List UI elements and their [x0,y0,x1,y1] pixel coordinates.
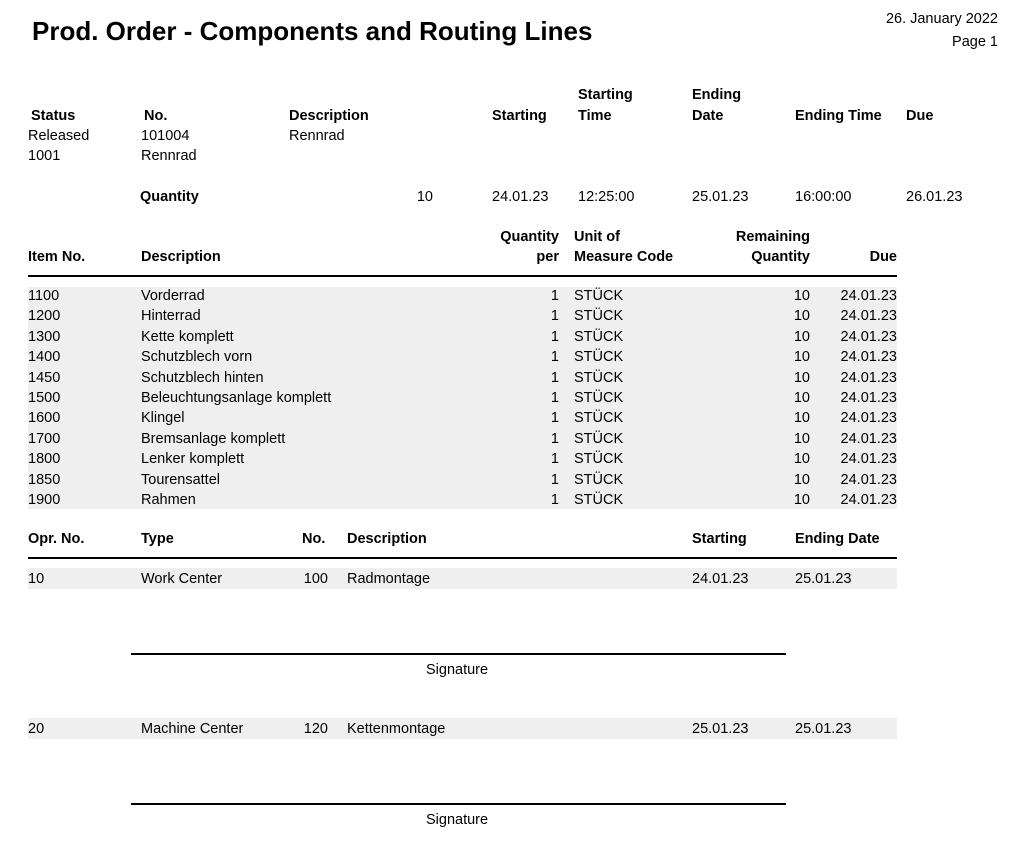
component-remaining: 10 [793,308,810,325]
component-remaining: 10 [793,492,810,508]
page-number: Page 1 [952,34,998,50]
component-item-no: 1400 [28,349,61,366]
component-qty-per: 1 [550,471,559,488]
order-quantity: 10 [416,189,433,205]
component-remaining: 10 [793,369,810,386]
col-no: No. [302,531,326,547]
components-header-rule [28,275,897,277]
component-item-no: 1600 [28,410,61,427]
component-remaining: 10 [793,390,810,406]
component-item-no: 1800 [28,451,61,468]
table-row [0,492,1025,512]
component-uom: STÜCK [574,328,624,345]
table-row [0,472,1025,492]
order-sub-code: 1001 [28,148,61,164]
routing-type: Machine Center [141,721,244,737]
report-date: 26. January 2022 [885,11,998,27]
routing-opr-no: 10 [28,571,45,587]
routing-type: Work Center [141,571,223,587]
table-row [0,390,1025,410]
component-description: Rahmen [141,492,196,508]
routing-ending: 25.01.23 [795,721,852,737]
routing-no: 100 [303,571,328,587]
component-item-no: 1850 [28,471,61,488]
table-row [0,431,1025,451]
component-due: 24.01.23 [840,430,897,447]
component-uom: STÜCK [574,288,624,304]
col-uom-2: Measure Code [574,249,674,265]
component-due: 24.01.23 [840,328,897,345]
signature-line [131,803,786,805]
component-remaining: 10 [793,410,810,427]
component-qty-per: 1 [550,328,559,345]
quantity-label: Quantity [140,189,199,205]
starting-time-label-1: Starting [578,87,633,103]
description-label: Description [289,108,369,124]
component-due: 24.01.23 [840,451,897,468]
table-row [0,451,1025,471]
component-qty-per: 1 [550,308,559,325]
report-title: Prod. Order - Components and Routing Lines [32,16,593,46]
col-opr-no: Opr. No. [28,531,85,547]
component-uom: STÜCK [574,471,624,488]
component-description: Tourensattel [141,471,220,488]
no-label: No. [144,108,168,124]
routing-description: Radmontage [347,571,431,587]
order-ending-date: 25.01.23 [692,189,749,205]
component-due: 24.01.23 [840,471,897,488]
col-due: Due [869,249,897,265]
component-qty-per: 1 [550,369,559,386]
col-remaining-2: Quantity [751,249,810,265]
component-uom: STÜCK [574,308,624,325]
table-row [0,308,1025,328]
component-uom: STÜCK [574,430,624,447]
component-qty-per: 1 [550,390,559,406]
component-remaining: 10 [793,430,810,447]
status-label: Status [31,108,76,124]
table-row [0,329,1025,349]
component-qty-per: 1 [550,288,559,304]
component-description: Hinterrad [141,308,201,325]
order-no: 101004 [141,128,190,144]
order-starting-time: 12:25:00 [578,189,635,205]
component-qty-per: 1 [550,410,559,427]
signature-label: Signature [426,812,489,828]
component-description: Vorderrad [141,288,205,304]
component-remaining: 10 [793,288,810,304]
ending-time-label: Ending Time [795,108,882,124]
component-item-no: 1200 [28,308,61,325]
component-uom: STÜCK [574,410,624,427]
table-row [0,410,1025,430]
component-qty-per: 1 [550,430,559,447]
component-qty-per: 1 [550,492,559,508]
order-ending-time: 16:00:00 [795,189,852,205]
routing-ending: 25.01.23 [795,571,852,587]
component-qty-per: 1 [550,451,559,468]
component-remaining: 10 [793,328,810,345]
component-uom: STÜCK [574,349,624,366]
col-remaining-1: Remaining [735,229,810,245]
routing-starting: 25.01.23 [692,721,749,737]
routing-description: Kettenmontage [347,721,446,737]
starting-label: Starting [492,108,547,124]
ending-date-label-1: Ending [692,87,742,103]
col-quantity-per-1: Quantity [500,229,559,245]
component-description: Schutzblech hinten [141,369,264,386]
routing-opr-no: 20 [28,721,45,737]
component-due: 24.01.23 [840,308,897,325]
component-item-no: 1450 [28,369,61,386]
component-item-no: 1900 [28,492,61,508]
col-type: Type [141,531,174,547]
table-row [0,370,1025,390]
col-description: Description [141,249,221,265]
component-due: 24.01.23 [840,410,897,427]
table-row [0,288,1025,308]
component-uom: STÜCK [574,369,624,386]
component-due: 24.01.23 [840,349,897,366]
component-due: 24.01.23 [840,288,897,304]
routing-no: 120 [303,721,328,737]
component-due: 24.01.23 [840,369,897,386]
order-description: Rennrad [289,128,345,144]
col-item-no: Item No. [28,249,86,265]
routing-starting: 24.01.23 [692,571,749,587]
component-remaining: 10 [793,471,810,488]
component-item-no: 1300 [28,328,61,345]
order-status: Released [28,128,90,144]
component-remaining: 10 [793,451,810,468]
col-uom-1: Unit of [574,229,620,245]
signature-label: Signature [426,662,489,678]
component-item-no: 1500 [28,390,61,406]
component-description: Kette komplett [141,328,234,345]
component-description: Lenker komplett [141,451,245,468]
table-row [0,349,1025,369]
due-label: Due [906,108,934,124]
component-description: Beleuchtungsanlage komplett [141,390,332,406]
order-starting-date: 24.01.23 [492,189,549,205]
ending-date-label-2: Date [692,108,724,124]
component-item-no: 1700 [28,430,61,447]
col-routing-description: Description [347,531,427,547]
component-description: Klingel [141,410,185,427]
order-sub-description: Rennrad [141,148,197,164]
order-due-date: 26.01.23 [906,189,963,205]
component-description: Schutzblech vorn [141,349,253,366]
col-starting: Starting [692,531,747,547]
component-item-no: 1100 [28,288,60,304]
component-remaining: 10 [793,349,810,366]
col-ending-date: Ending Date [795,531,880,547]
signature-line [131,653,786,655]
component-uom: STÜCK [574,390,624,406]
component-due: 24.01.23 [840,390,897,406]
col-quantity-per-2: per [536,249,559,265]
starting-time-label-2: Time [578,108,612,124]
component-due: 24.01.23 [840,492,897,508]
component-qty-per: 1 [550,349,559,366]
routing-header-rule [28,557,897,559]
component-description: Bremsanlage komplett [141,430,286,447]
component-uom: STÜCK [574,451,624,468]
component-uom: STÜCK [574,492,624,508]
